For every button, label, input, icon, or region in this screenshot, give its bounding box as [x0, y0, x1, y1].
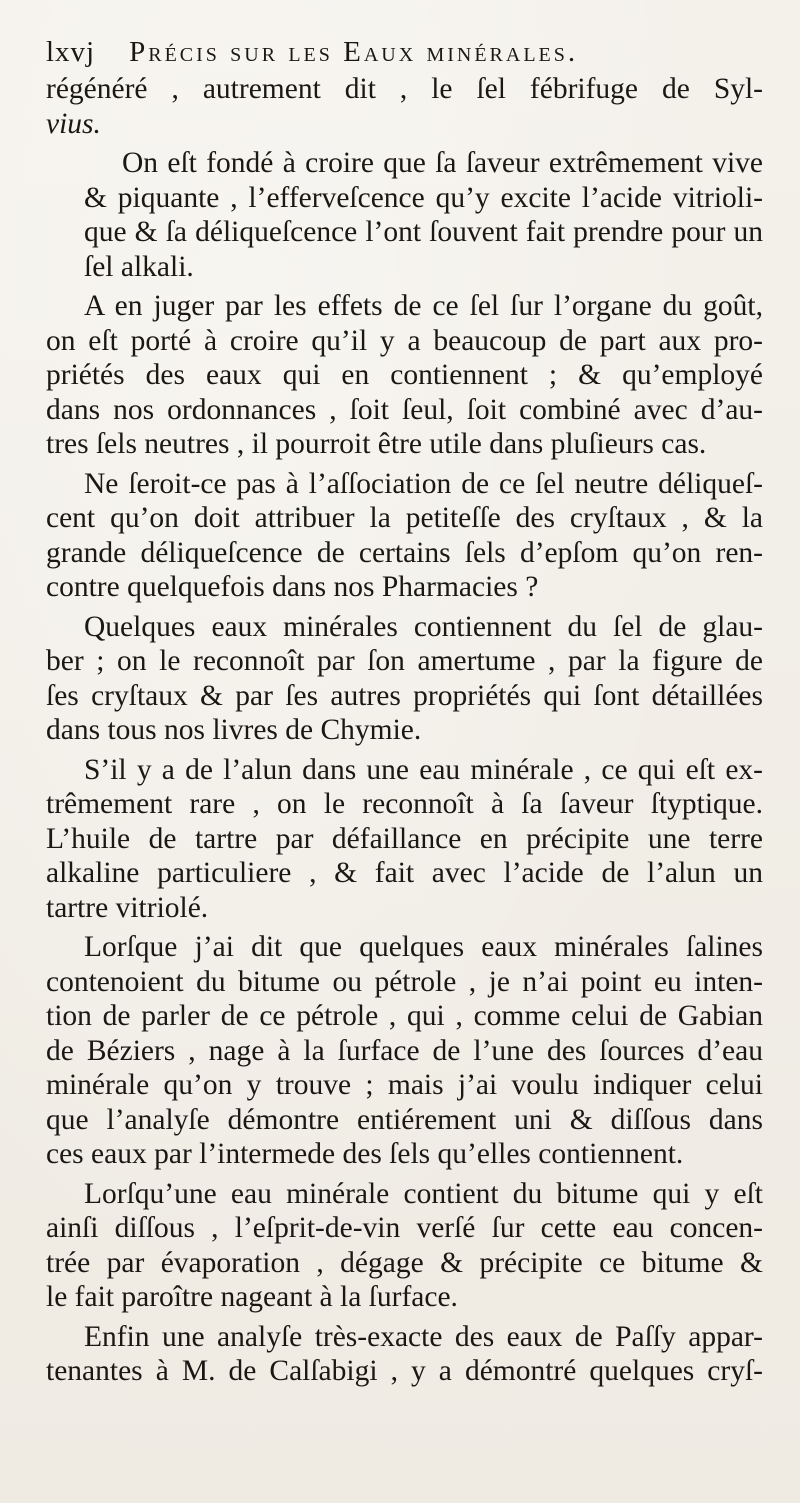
paragraph — [46, 72, 763, 141]
text-line: tion de parler de ce pétrole , qui , comme celui de Gabian — [46, 1000, 763, 1032]
text-line: dans nos ordonnances , ſoit ſeul, ſoit combiné avec d’au- — [46, 393, 763, 426]
text-line: L’huile de tartre par défaillance en précipite une terre — [46, 822, 763, 855]
text-line: Lorſque j’ai dit que quelques eaux minérales ſalines — [84, 931, 763, 963]
text-line: Quelques eaux minérales contiennent du ſel de glau- — [84, 610, 763, 643]
text-line: tenantes à M. de Calſabigi , y a démontré quelques cryſ- — [46, 1355, 763, 1387]
text-line: le fait paroître nageant à la ſurface. — [46, 1281, 458, 1313]
text-line: alkaline particuliere , & fait avec l’acide de l’alun un — [46, 857, 763, 889]
text-line: contre quelquefois dans nos Pharmacies ? — [46, 571, 539, 603]
paragraph — [46, 930, 763, 1172]
running-title: Précis sur les Eaux minérales. — [129, 36, 579, 68]
text-line: ainſi diſſous , l’eſprit-de-vin verſé ſur cette eau concen- — [46, 1212, 763, 1244]
text-line: Ne ſeroit-ce pas à l’aſſociation de ce ſel neutre déliqueſ- — [84, 467, 763, 500]
page-number: lxvj — [46, 36, 96, 68]
text-body — [46, 72, 763, 1389]
text-line: que & ſa déliqueſcence l’ont ſouvent fait prendre pour un — [84, 216, 763, 248]
text-line: tartre vitriolé. — [46, 891, 209, 924]
text-line: on eſt porté à croire qu’il y a beaucoup de part aux pro- — [46, 324, 763, 357]
text-line: ſel alkali. — [84, 250, 194, 283]
text-line: contenoient du bitume ou pétrole , je n’ai point eu inten- — [46, 965, 763, 998]
text-line: grande déliqueſcence de certains ſels d’epſom qu’on ren- — [46, 536, 763, 569]
text-line: ces eaux par l’intermede des ſels qu’elles contiennent. — [46, 1138, 684, 1170]
text-line: ſes cryſtaux & par ſes autres propriétés qui ſont détaillées — [46, 679, 763, 712]
text-line: Lorſqu’une eau minérale contient du bitume qui y eſt — [84, 1177, 763, 1210]
paragraph — [46, 1320, 763, 1389]
text-line: trêmement rare , on le reconnoît à ſa ſaveur ſtyptique. — [46, 788, 763, 820]
paragraph — [46, 467, 763, 605]
text-line: dans tous nos livres de Chymie. — [46, 714, 422, 746]
text-line: Enfin une analyſe très-exacte des eaux de Paſſy appar- — [84, 1320, 763, 1353]
paragraph — [46, 610, 763, 748]
text-line: vius. — [46, 107, 101, 140]
text-line: que l’analyſe démontre entiérement uni & diſſous dans — [46, 1103, 763, 1136]
text-line: minérale qu’on y trouve ; mais j’ai voulu indiquer celui — [46, 1069, 763, 1101]
paragraph — [46, 146, 763, 284]
text-line: A en juger par les effets de ce ſel ſur l’organe du goût, — [84, 290, 763, 322]
text-line: régénéré , autrement dit , le ſel fébrifuge de Syl- — [46, 73, 763, 105]
text-line: priétés des eaux qui en contiennent ; & qu’employé — [46, 359, 763, 391]
text-line: de Béziers , nage à la ſurface de l’une des ſources d’eau — [46, 1034, 763, 1067]
text-line: tres ſels neutres , il pourroit être utile dans pluſieurs cas. — [46, 428, 707, 460]
text-line: & piquante , l’efferveſcence qu’y excite l’acide vitrioli- — [84, 181, 763, 214]
text-line: On eſt fondé à croire que ſa ſaveur extrêmement vive — [122, 147, 763, 179]
text-line: S’il y a de l’alun dans une eau minérale , ce qui eſt ex- — [84, 753, 763, 786]
paragraph — [46, 289, 763, 462]
paragraph — [46, 1177, 763, 1315]
text-line: ber ; on le reconnoît par ſon amertume , par la figure de — [46, 645, 763, 677]
text-line: trée par évaporation , dégage & précipite ce bitume & — [46, 1246, 763, 1279]
paragraph — [46, 753, 763, 926]
text-line: cent qu’on doit attribuer la petiteſſe des cryſtaux , & la — [46, 502, 763, 534]
